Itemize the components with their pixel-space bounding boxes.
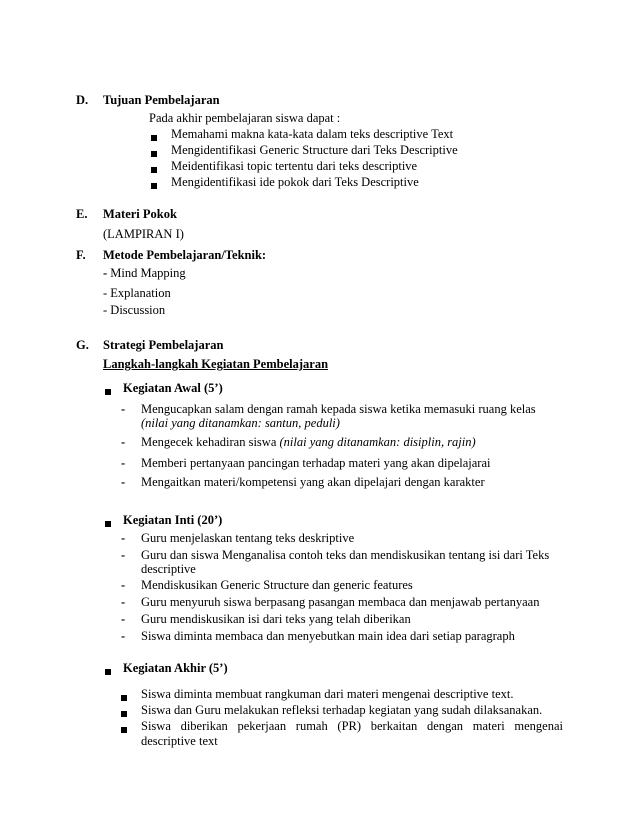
dash-bullet-icon: - xyxy=(121,402,126,416)
section-e-title: Materi Pokok xyxy=(103,207,177,221)
inti-item: Siswa diminta membaca dan menyebutkan main idea dari setiap paragraph xyxy=(141,629,515,643)
dash-bullet-icon: - xyxy=(121,456,126,470)
objective-item: Meidentifikasi topic tertentu dari teks descriptive xyxy=(171,159,418,173)
awal-item-text: Mengecek kehadiran siswa xyxy=(141,435,277,449)
awal-item: Memberi pertanyaan pancingan terhadap materi yang akan dipelajarai xyxy=(141,456,491,470)
bullet-square-icon xyxy=(105,516,111,531)
awal-item-note: (nilai yang ditanamkan: disiplin, rajin) xyxy=(279,435,476,449)
method-label: Mind Mapping xyxy=(110,266,186,280)
bullet-square-icon xyxy=(105,664,111,679)
awal-item xyxy=(141,435,476,450)
method-dash: - xyxy=(103,266,108,280)
section-d-title: Tujuan Pembelajaran xyxy=(103,93,220,107)
objective-item: Memahami makna kata-kata dalam teks descriptive Text xyxy=(171,127,454,141)
section-e-content: (LAMPIRAN I) xyxy=(103,227,184,241)
bullet-square-icon xyxy=(151,178,157,193)
awal-item: Mengucapkan salam dengan ramah kepada siswa ketika memasuki ruang kelas xyxy=(141,402,536,416)
bullet-square-icon xyxy=(151,130,157,145)
inti-item: Guru menyuruh siswa berpasang pasangan membaca dan menjawab pertanyaan xyxy=(141,595,540,609)
bullet-square-icon xyxy=(121,706,127,721)
bullet-square-icon xyxy=(121,690,127,705)
section-f-title: Metode Pembelajaran/Teknik: xyxy=(103,248,267,262)
akhir-item: Siswa dan Guru melakukan refleksi terhadap kegiatan yang sudah dilaksanakan. xyxy=(141,703,543,717)
bullet-square-icon xyxy=(121,722,127,737)
section-g-subtitle: Langkah-langkah Kegiatan Pembelajaran xyxy=(103,357,329,371)
kegiatan-awal-title: Kegiatan Awal (5’) xyxy=(123,381,223,395)
section-d-intro: Pada akhir pembelajaran siswa dapat : xyxy=(149,111,341,125)
dash-bullet-icon: - xyxy=(121,612,126,626)
inti-item: Guru mendiskusikan isi dari teks yang telah diberikan xyxy=(141,612,411,626)
dash-bullet-icon: - xyxy=(121,475,126,489)
method-item: - Discussion xyxy=(103,303,166,317)
awal-item-note: (nilai yang ditanamkan: santun, peduli) xyxy=(141,416,340,430)
akhir-item-continuation: descriptive text xyxy=(141,734,218,748)
inti-item: Mendiskusikan Generic Structure dan generic features xyxy=(141,578,413,592)
inti-item: Guru menjelaskan tentang teks deskriptive xyxy=(141,531,355,545)
method-item: - Explanation xyxy=(103,286,171,300)
bullet-square-icon xyxy=(151,146,157,161)
dash-bullet-icon: - xyxy=(121,578,126,592)
bullet-square-icon xyxy=(151,162,157,177)
dash-bullet-icon: - xyxy=(121,595,126,609)
bullet-square-icon xyxy=(105,384,111,399)
method-item xyxy=(103,266,186,281)
kegiatan-akhir-title: Kegiatan Akhir (5’) xyxy=(123,661,228,675)
dash-bullet-icon: - xyxy=(121,531,126,545)
kegiatan-inti-title: Kegiatan Inti (20’) xyxy=(123,513,223,527)
dash-bullet-icon: - xyxy=(121,435,126,449)
section-d-letter: D. xyxy=(76,93,89,107)
section-g-title: Strategi Pembelajaran xyxy=(103,338,224,352)
objective-item: Mengidentifikasi Generic Structure dari Teks Descriptive xyxy=(171,143,458,157)
section-g-letter: G. xyxy=(76,338,89,352)
awal-item: Mengaitkan materi/kompetensi yang akan dipelajari dengan karakter xyxy=(141,475,485,489)
objective-item: Mengidentifikasi ide pokok dari Teks Descriptive xyxy=(171,175,419,189)
dash-bullet-icon: - xyxy=(121,629,126,643)
section-f-letter: F. xyxy=(76,248,86,262)
inti-item: Guru dan siswa Menganalisa contoh teks dan mendiskusikan tentang isi dari Teks xyxy=(141,548,550,562)
inti-item-continuation: descriptive xyxy=(141,562,196,576)
dash-bullet-icon: - xyxy=(121,548,126,562)
section-e-letter: E. xyxy=(76,207,88,221)
akhir-item: Siswa diminta membuat rangkuman dari materi mengenai descriptive text. xyxy=(141,687,514,701)
akhir-item: Siswa diberikan pekerjaan rumah (PR) berkaitan dengan materi mengenai xyxy=(141,719,563,733)
